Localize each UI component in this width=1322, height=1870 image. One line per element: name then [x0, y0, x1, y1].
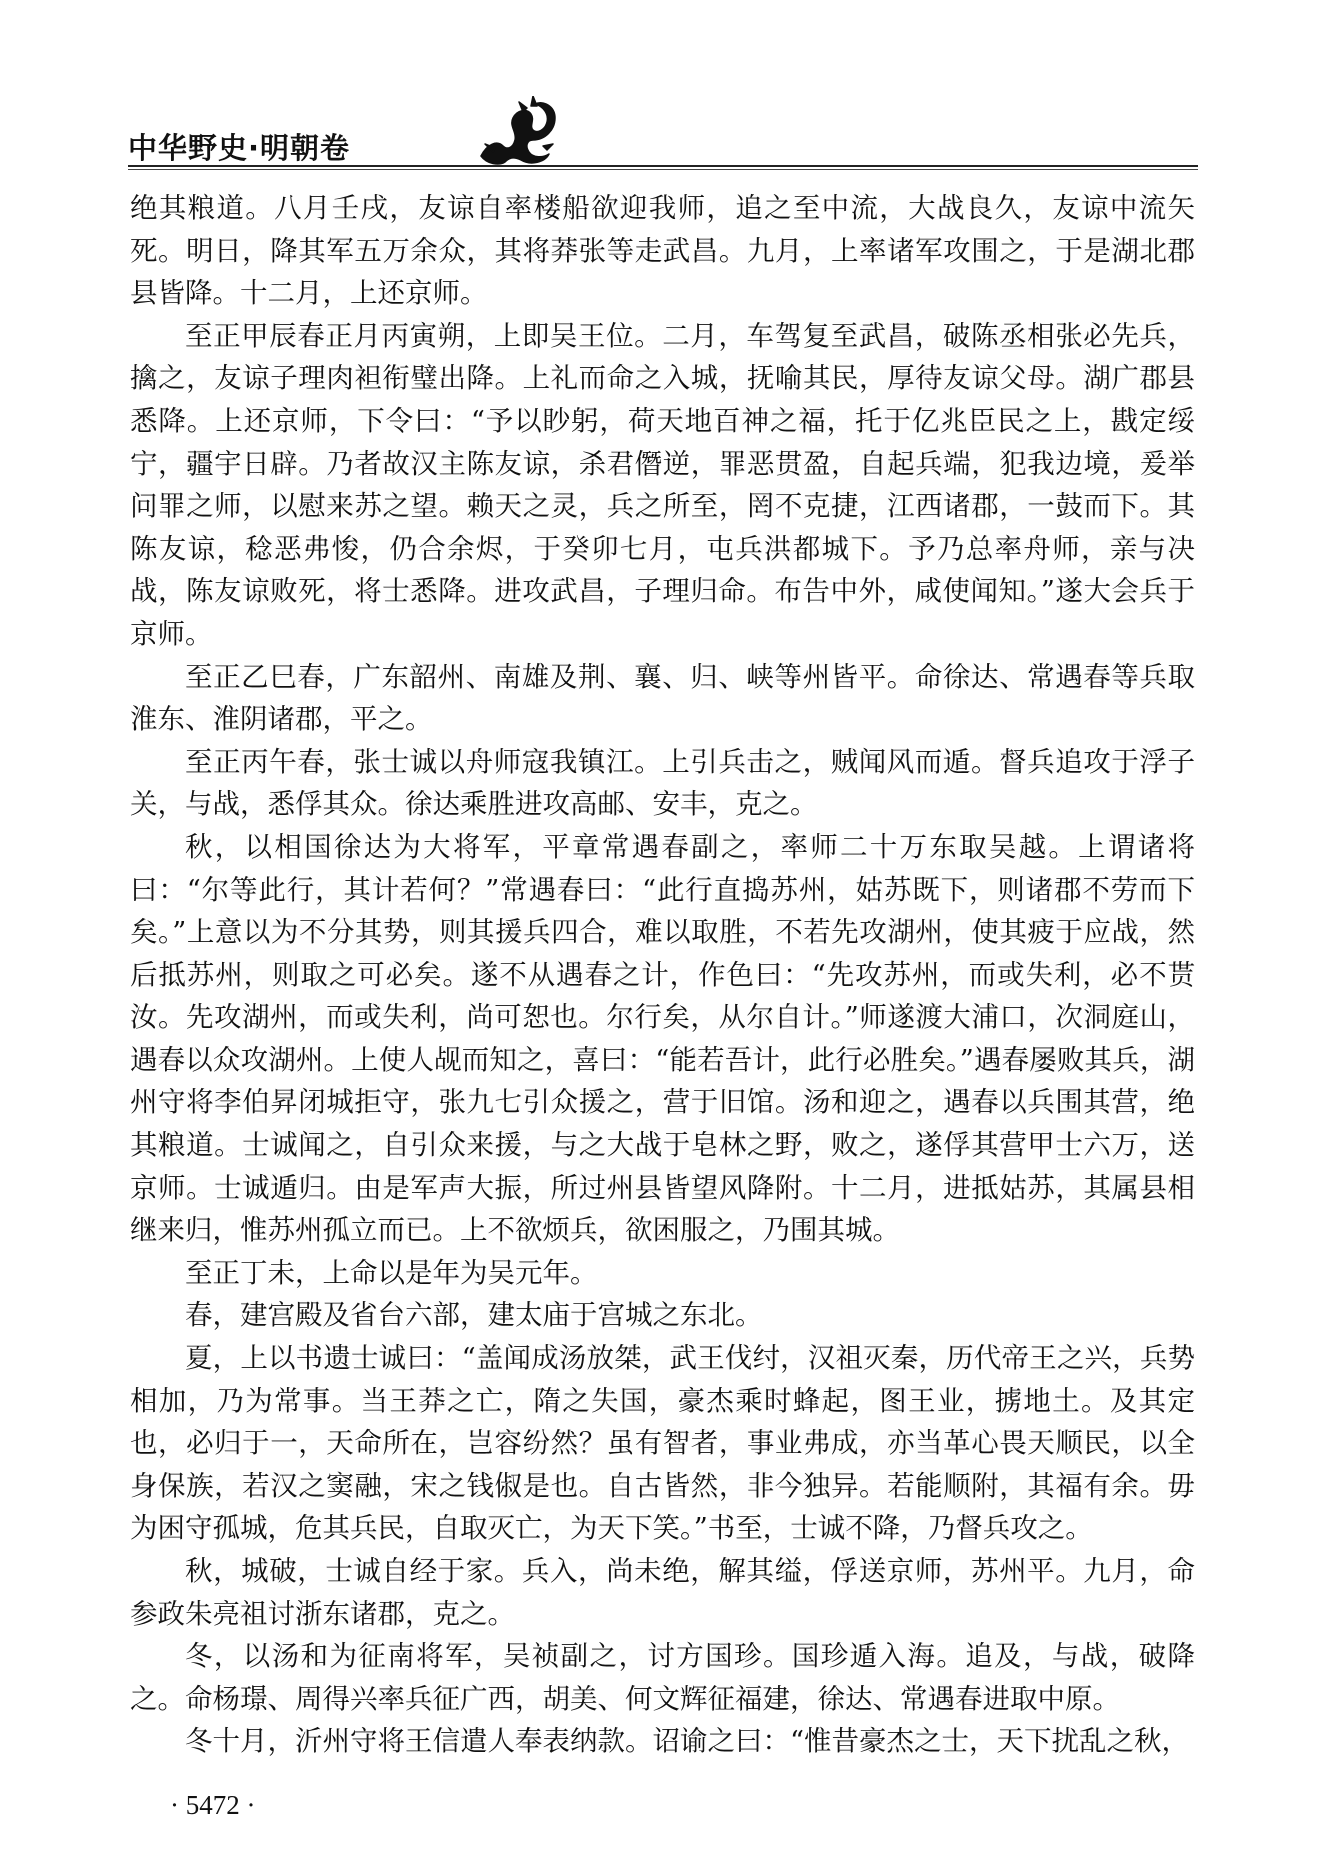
- paragraph: 至正丙午春，张士诚以舟师寇我镇江。上引兵击之，贼闻风而遁。督兵追攻于浮子关，与战，悉俘其众。徐达乘胜进攻高邮、安丰，克之。: [130, 745, 1195, 821]
- paragraph: 秋，城破，士诚自经于家。兵入，尚未绝，解其缢，俘送京师，苏州平。九月，命参政朱亮祖讨浙东诸郡，克之。: [130, 1555, 1195, 1630]
- book-title: 中华野史·明朝卷: [128, 131, 351, 165]
- paragraph: 夏，上以书遗士诚曰：“盖闻成汤放桀，武王伐纣，汉祖灭秦，历代帝王之兴，兵势相加，乃为常事。当王莽之亡，隋之失国，豪杰乘时蜂起，图王业，掳地土。及其定也，必归于一，天命所在，岂容纷然？虽有智者，事业弗成，亦当革心畏天顺民，以全身保族，若汉之窦融，宋之钱俶是也。自古皆然，非今独异。若能顺附，其福有余。毋为困守孤城，危其兵民，自取灭亡，为天下笑。”书至，士诚不降，乃督兵攻之。: [130, 1342, 1195, 1545]
- paragraph: 春，建宫殿及省台六部，建太庙于宫城之东北。: [185, 1299, 763, 1332]
- paragraph: 绝其粮道。八月壬戌，友谅自率楼船欲迎我师，追之至中流，大战良久，友谅中流矢死。明日，降其军五万余众，其将莽张等走武昌。九月，上率诸军攻围之，于是湖北郡县皆降。十二月，上还京师。: [130, 192, 1195, 310]
- running-header: [128, 96, 1198, 171]
- dragon-logo-icon: [473, 96, 563, 168]
- paragraph: 冬，以汤和为征南将军，吴祯副之，讨方国珍。国珍遁入海。追及，与战，破降之。命杨璟、周得兴率兵征广西，胡美、何文辉征福建，徐达、常遇春进取中原。: [130, 1640, 1195, 1715]
- header-rule-thin: [128, 169, 1198, 170]
- page-number: · 5472 ·: [170, 1790, 256, 1820]
- header-rule: [128, 165, 1198, 167]
- page-body: [130, 187, 1195, 1763]
- paragraph: 至正丁未，上命以是年为吴元年。: [185, 1256, 598, 1289]
- paragraph: 冬十月，沂州守将王信遣人奉表纳款。诏谕之曰：“惟昔豪杰之士，天下扰乱之秋，: [185, 1725, 1190, 1758]
- paragraph: 至正乙巳春，广东韶州、南雄及荆、襄、归、峡等州皆平。命徐达、常遇春等兵取淮东、淮阴诸郡，平之。: [130, 660, 1195, 736]
- paragraph: 至正甲辰春正月丙寅朔，上即吴王位。二月，车驾复至武昌，破陈丞相张必先兵，擒之，友谅子理肉袒衔璧出降。上礼而命之入城，抚喻其民，厚待友谅父母。湖广郡县悉降。上还京师，下令曰：“予以眇躬，荷天地百神之福，托于亿兆臣民之上，戡定绥宁，疆宇日辟。乃者故汉主陈友谅，杀君僭逆，罪恶贯盈，自起兵端，犯我边境，爰举问罪之师，以慰来苏之望。赖天之灵，兵之所至，罔不克捷，江西诸郡，一鼓而下。其陈友谅，稔恶弗悛，仍合余烬，于癸卯七月，屯兵洪都城下。予乃总率舟师，亲与决战，陈友谅败死，将士悉降。进攻武昌，子理归命。布告中外，咸使闻知。”遂大会兵于京师。: [130, 319, 1195, 650]
- paragraph: 秋，以相国徐达为大将军，平章常遇春副之，率师二十万东取吴越。上谓诸将曰：“尔等此行，其计若何？”常遇春曰：“此行直捣苏州，姑苏既下，则诸郡不劳而下矣。”上意以为不分其势，则其援兵四合，难以取胜，不若先攻湖州，使其疲于应战，然后抵苏州，则取之可必矣。遂不从遇春之计，作色曰：“先攻苏州，而或失利，必不贳汝。先攻湖州，而或失利，尚可恕也。尔行矣，从尔自计。”师遂渡大浦口，次洞庭山，遇春以众攻湖州。上使人觇而知之，喜曰：“能若吾计，此行必胜矣。”遇春屡败其兵，湖州守将李伯昇闭城拒守，张九七引众援之，营于旧馆。汤和迎之，遇春以兵围其营，绝其粮道。士诚闻之，自引众来援，与之大战于皂林之野，败之，遂俘其营甲士六万，送京师。士诚遁归。由是军声大振，所过州县皆望风降附。十二月，进抵姑苏，其属县相继来归，惟苏州孤立而已。上不欲烦兵，欲困服之，乃围其城。: [130, 830, 1195, 1247]
